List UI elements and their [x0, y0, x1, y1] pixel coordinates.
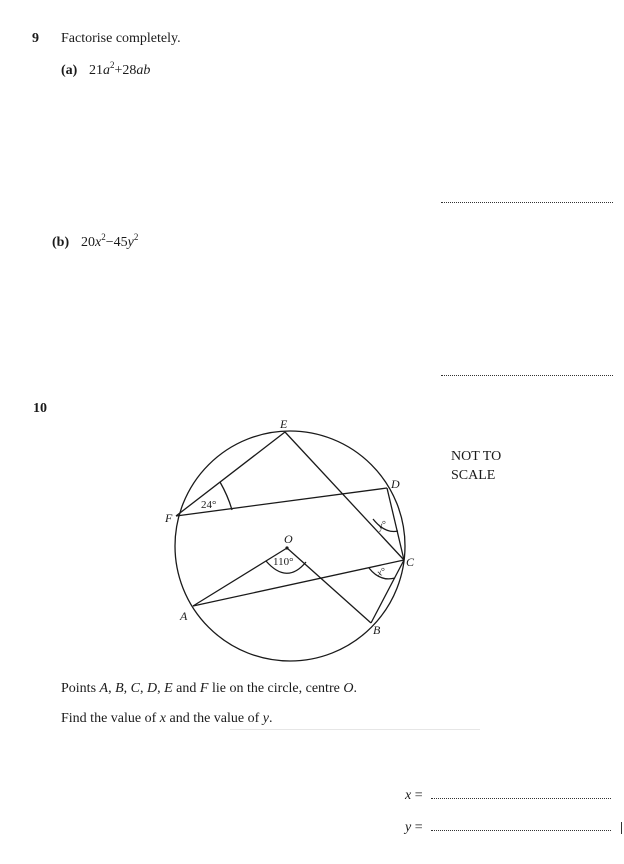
part-a-expression: $21a^2+28ab$ — [89, 60, 151, 78]
label-E: E — [280, 417, 288, 431]
circle — [175, 431, 405, 661]
line-EC — [285, 432, 404, 560]
label-F: F — [165, 511, 173, 525]
centre-dot — [285, 546, 288, 549]
label-B: B — [373, 623, 381, 637]
question-9-instruction: Factorise completely. — [61, 31, 181, 46]
arc-24 — [220, 482, 232, 510]
answer-x-line[interactable] — [431, 798, 611, 799]
part-b-expression: $20x^2-45y^2$ — [81, 232, 139, 250]
angle-110-label: 110° — [273, 556, 294, 568]
angle-x-label: x° — [375, 566, 388, 580]
answer-x-label: x = — [405, 788, 423, 803]
faint-rule — [230, 729, 480, 730]
scale-note: NOT TO SCALE — [451, 449, 502, 483]
answer-y-label: y = — [405, 820, 423, 835]
part-a-label: (a) — [61, 63, 78, 78]
label-A: A — [180, 609, 188, 623]
label-O: O — [284, 532, 293, 546]
find-instruction: Find the value of x and the value of y. — [61, 711, 273, 726]
line-AC — [193, 560, 404, 606]
answer-y-line[interactable] — [431, 830, 611, 831]
question-number-10: 10 — [33, 401, 47, 416]
label-D: D — [391, 477, 400, 491]
margin-bar — [621, 822, 622, 834]
angle-24-label: 24° — [201, 499, 217, 511]
points-statement: Points A, B, C, D, E and F lie on the circle, centre O. — [61, 681, 357, 696]
label-C: C — [406, 555, 415, 569]
question-number-9: 9 — [32, 31, 39, 46]
angle-y-label: y° — [376, 519, 389, 533]
line-OB — [287, 548, 371, 623]
part-b-label: (b) — [52, 235, 70, 250]
